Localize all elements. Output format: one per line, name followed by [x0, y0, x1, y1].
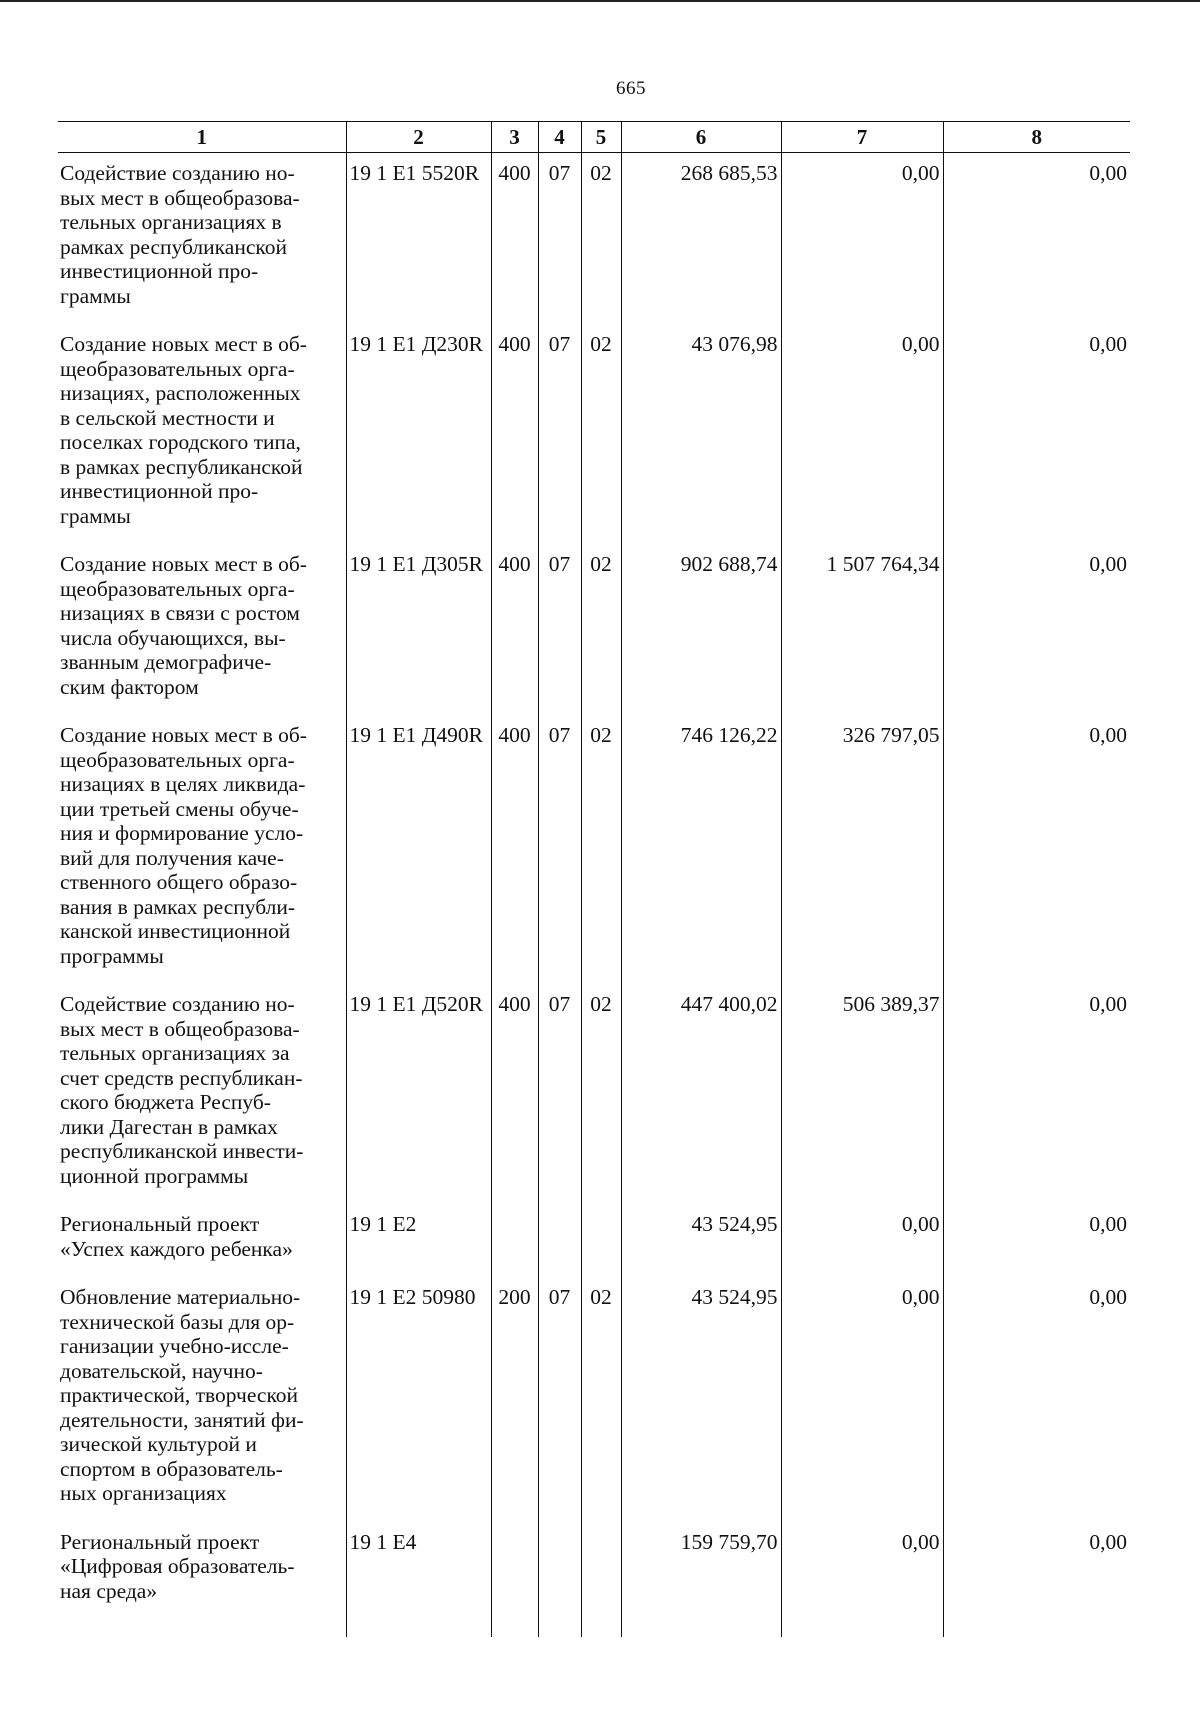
header-col-1: 1 [58, 122, 346, 153]
row-description: Содействие созданию но- вых мест в общеобразова- тельных организациях в рамках республиканской инвестиционной про- граммы [60, 161, 300, 308]
budget-code: 19 1 E1 Д305R [346, 544, 491, 715]
amount-col-6: 43 524,95 [621, 1204, 781, 1277]
amount-col-8: 0,00 [943, 984, 1130, 1204]
table-row [58, 715, 1130, 984]
budget-code: 19 1 E2 50980 [346, 1277, 491, 1522]
header-col-7: 7 [781, 122, 943, 153]
table-body [58, 153, 1130, 1638]
amount-col-7: 0,00 [781, 1204, 943, 1277]
expense-type [491, 1204, 538, 1277]
amount-col-7: 0,00 [781, 153, 943, 325]
subsection-code: 02 [581, 544, 621, 715]
budget-code: 19 1 E1 Д520R [346, 984, 491, 1204]
header-row [58, 122, 1130, 153]
row-description: Региональный проект «Успех каждого ребенка» [60, 1212, 293, 1261]
amount-col-7: 0,00 [781, 1522, 943, 1638]
table-row [58, 544, 1130, 715]
budget-table [58, 121, 1130, 1637]
header-col-2: 2 [346, 122, 491, 153]
amount-col-6: 43 076,98 [621, 324, 781, 544]
row-description: Создание новых мест в об- щеобразовательных орга- низациях в связи с ростом числа обучающихся, вы- званным демографиче- ским фактором [60, 552, 307, 699]
budget-code: 19 1 E2 [346, 1204, 491, 1277]
amount-col-6: 902 688,74 [621, 544, 781, 715]
budget-code: 19 1 E4 [346, 1522, 491, 1638]
budget-code: 19 1 E1 Д490R [346, 715, 491, 984]
expense-type: 400 [491, 544, 538, 715]
budget-code: 19 1 E1 5520R [346, 153, 491, 325]
amount-col-7: 0,00 [781, 1277, 943, 1522]
amount-col-8: 0,00 [943, 544, 1130, 715]
subsection-code: 02 [581, 153, 621, 325]
amount-col-6: 746 126,22 [621, 715, 781, 984]
amount-col-7: 506 389,37 [781, 984, 943, 1204]
top-border-line [0, 0, 1200, 2]
section-code: 07 [538, 544, 581, 715]
amount-col-6: 159 759,70 [621, 1522, 781, 1638]
section-code: 07 [538, 715, 581, 984]
table-header [58, 122, 1130, 153]
header-col-4: 4 [538, 122, 581, 153]
header-col-5: 5 [581, 122, 621, 153]
amount-col-8: 0,00 [943, 324, 1130, 544]
subsection-code: 02 [581, 1277, 621, 1522]
table-row [58, 984, 1130, 1204]
table-row [58, 1204, 1130, 1277]
row-description: Содействие созданию но- вых мест в общеобразова- тельных организациях за счет средств республикан- ского бюджета Респуб- лики Дагестан в рамках республиканской инвести- ционной программы [60, 992, 304, 1188]
subsection-code [581, 1522, 621, 1638]
expense-type: 400 [491, 715, 538, 984]
section-code [538, 1204, 581, 1277]
row-description: Региональный проект «Цифровая образователь- ная среда» [60, 1529, 295, 1603]
subsection-code: 02 [581, 984, 621, 1204]
budget-code: 19 1 E1 Д230R [346, 324, 491, 544]
amount-col-6: 43 524,95 [621, 1277, 781, 1522]
amount-col-8: 0,00 [943, 1522, 1130, 1638]
row-description: Обновление материально- технической базы для ор- ганизации учебно-иссле- довательской, научно- практической, творческой деятельности, занятий фи- зической культурой и спортом в образователь- ных организациях [60, 1285, 304, 1505]
expense-type [491, 1522, 538, 1638]
table-row [58, 324, 1130, 544]
amount-col-6: 268 685,53 [621, 153, 781, 325]
expense-type: 400 [491, 324, 538, 544]
header-col-3: 3 [491, 122, 538, 153]
amount-col-7: 326 797,05 [781, 715, 943, 984]
amount-col-6: 447 400,02 [621, 984, 781, 1204]
amount-col-8: 0,00 [943, 1204, 1130, 1277]
table-row [58, 1277, 1130, 1522]
subsection-code: 02 [581, 324, 621, 544]
page-number: 665 [616, 78, 646, 99]
expense-type: 400 [491, 984, 538, 1204]
section-code: 07 [538, 324, 581, 544]
amount-col-8: 0,00 [943, 715, 1130, 984]
row-description: Создание новых мест в об- щеобразовательных орга- низациях в целях ликвида- ции третьей смены обуче- ния и формирование усло- вий для получения каче- ственного общего образо- вания в рамках республи- канской инвестиционной программы [60, 723, 307, 968]
amount-col-8: 0,00 [943, 153, 1130, 325]
expense-type: 400 [491, 153, 538, 325]
amount-col-7: 0,00 [781, 324, 943, 544]
header-col-6: 6 [621, 122, 781, 153]
section-code: 07 [538, 153, 581, 325]
section-code: 07 [538, 984, 581, 1204]
table-row [58, 153, 1130, 325]
amount-col-8: 0,00 [943, 1277, 1130, 1522]
subsection-code [581, 1204, 621, 1277]
section-code [538, 1522, 581, 1638]
amount-col-7: 1 507 764,34 [781, 544, 943, 715]
row-description: Создание новых мест в об- щеобразовательных орга- низациях, расположенных в сельской местности и поселках городского типа, в рамках республиканской инвестиционной про- граммы [60, 332, 307, 528]
section-code: 07 [538, 1277, 581, 1522]
table-row [58, 1522, 1130, 1638]
header-col-8: 8 [943, 122, 1130, 153]
subsection-code: 02 [581, 715, 621, 984]
expense-type: 200 [491, 1277, 538, 1522]
